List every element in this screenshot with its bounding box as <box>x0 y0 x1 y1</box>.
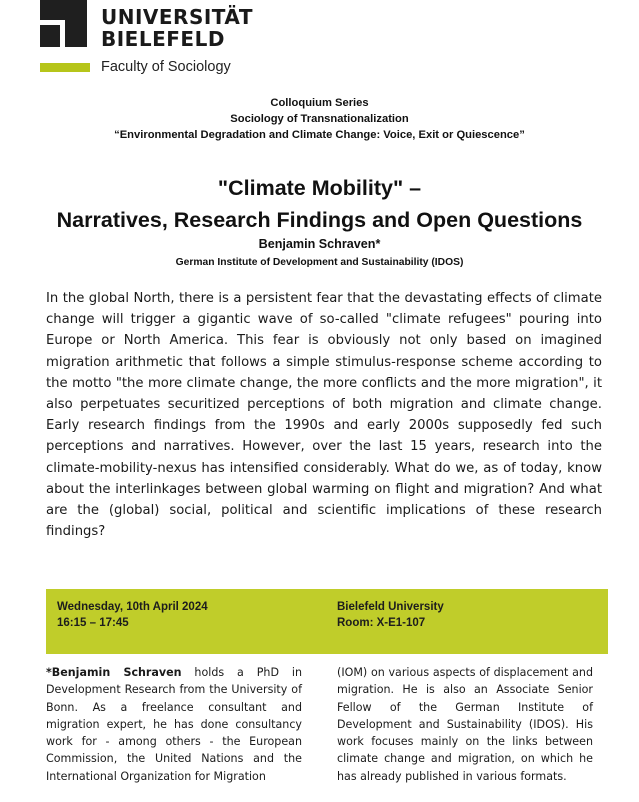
bio-speaker-name: *Benjamin Schraven <box>46 666 182 679</box>
talk-title <box>0 172 639 236</box>
talk-title-line2: Narratives, Research Findings and Open Questions <box>56 208 583 232</box>
speaker-institute: German Institute of Development and Sustainability (IDOS) <box>175 257 464 268</box>
university-name <box>101 6 253 50</box>
accent-bar <box>40 63 90 72</box>
event-date: Wednesday, 10th April 2024 <box>57 601 208 613</box>
series-subtitle: Sociology of Transnationalization <box>230 113 409 125</box>
speaker-bio-right: (IOM) on various aspects of displacement and migration. He is also an Associate Senior Fellow of the German Institute of Development and Sustainability (IDOS). His work focuses mainly on the links between climate change and migration, on which he has already published in various formats. <box>337 666 593 783</box>
abstract-text: In the global North, there is a persistent fear that the devastating effects of climate change will trigger a gigantic wave of so-called "climate refugees" pouring into Europe or North America. This fear is obviously not only based on imagined migration arithmetic that follows a simple stimulus-response scheme according to the motto "the more climate change, the more conflicts and the more migration", it also perpetuates securitized perceptions of both migration and climate change. Early research findings from the 1990s and early 2000s supposedly fed such perceptions and narratives. However, over the last 15 years, research into the climate-mobility-nexus has intensified considerably. What do we, as of today, know about the interlinkages between global warming on flight and migration? And what are the (global) social, political and scientific implications of these research findings? <box>46 291 602 540</box>
event-time: 16:15 – 17:45 <box>57 617 129 629</box>
university-name-line2: BIELEFELD <box>101 27 225 51</box>
speaker-name: Benjamin Schraven* <box>258 237 381 251</box>
event-location <box>337 599 444 631</box>
faculty-name: Faculty of Sociology <box>101 59 231 75</box>
university-logo-icon <box>40 0 87 47</box>
event-datetime <box>57 599 208 631</box>
series-name: Colloquium Series <box>270 97 369 109</box>
series-theme: “Environmental Degradation and Climate Change: Voice, Exit or Quiescence” <box>114 129 525 141</box>
talk-title-line1: "Climate Mobility" – <box>217 176 422 200</box>
event-details-box <box>46 589 608 654</box>
event-venue: Bielefeld University <box>337 601 444 613</box>
university-name-line1: UNIVERSITÄT <box>101 5 253 29</box>
bio-text-left: holds a PhD in Development Research from the University of Bonn. As a freelance consultant and migration expert, he has done consultancy work for - among others - the European Commission, the United Nations and the International Organization for Migration <box>46 666 302 783</box>
series-info <box>0 95 639 143</box>
speaker-bio-left <box>46 664 302 785</box>
event-room: Room: X-E1-107 <box>337 617 426 629</box>
